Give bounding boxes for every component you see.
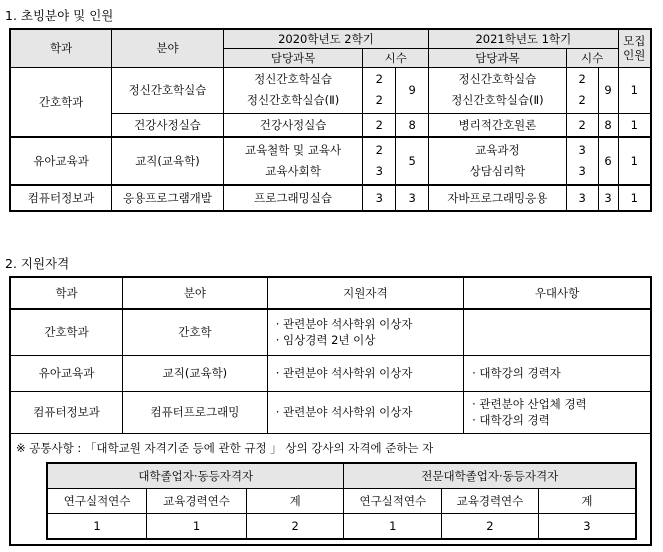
qual-dept: 유아교육과 — [10, 355, 123, 391]
qual-list: · 관련분야 석사학위 이상자 — [267, 391, 463, 433]
row-courses-2020: 정신간호학실습 정신간호학실습(Ⅱ) — [223, 67, 363, 113]
row-hours-2020: 3 — [363, 185, 396, 211]
row-recruit: 1 — [618, 67, 651, 113]
row-total-2020: 5 — [396, 137, 429, 185]
pref-list — [464, 309, 651, 355]
row-courses-2020: 교육철학 및 교육사 교육사회학 — [223, 137, 363, 185]
row-hours-2021: 2 — [566, 113, 598, 137]
row-total-2020: 9 — [396, 67, 429, 113]
common-note: ※ 공통사항 : 「대학교원 자격기준 등에 관한 규정 」 상의 강사의 자격에 준하는 자 — [16, 441, 434, 455]
pref-list: · 대학강의 경력자 — [464, 355, 651, 391]
header-dept: 학과 — [10, 29, 112, 67]
header-course-2021: 담당과목 — [429, 48, 567, 67]
row-recruit: 1 — [618, 185, 651, 211]
header-recruit: 모집 인원 — [618, 29, 651, 67]
row-dept: 유아교육과 — [10, 137, 112, 185]
row-total-2020: 3 — [396, 185, 429, 211]
header-sem2021: 2021학년도 1학기 — [429, 29, 618, 48]
row-hours-2021: 3 — [566, 185, 598, 211]
col-research-1: 연구실적연수 — [47, 489, 147, 514]
section1-title: 1. 초빙분야 및 인원 — [5, 8, 114, 23]
row-total-2021: 8 — [598, 113, 618, 137]
header-qual: 지원자격 — [267, 277, 463, 309]
val-research-1: 1 — [47, 514, 147, 540]
row-recruit: 1 — [618, 137, 651, 185]
row-courses-2021: 병리적간호원론 — [429, 113, 567, 137]
pref-list: · 관련분야 산업체 경력 · 대학강의 경력 — [464, 391, 651, 433]
row-hours-2020: 2 — [363, 113, 396, 137]
row-courses-2020: 프로그래밍실습 — [223, 185, 363, 211]
row-total-2021: 9 — [598, 67, 618, 113]
col-total-2: 계 — [538, 489, 636, 514]
qual-list: · 관련분야 석사학위 이상자 — [267, 355, 463, 391]
recruit-table — [9, 28, 652, 212]
row-hours-2020: 2 2 — [363, 67, 396, 113]
header-dept: 학과 — [10, 277, 123, 309]
row-hours-2021: 2 2 — [566, 67, 598, 113]
qual-dept: 간호학과 — [10, 309, 123, 355]
header-field: 분야 — [123, 277, 268, 309]
experience-table — [46, 462, 637, 540]
val-teaching-2: 2 — [442, 514, 539, 540]
group-univ: 대학졸업자·동등자격자 — [47, 463, 344, 489]
header-hours-2021: 시수 — [566, 48, 618, 67]
qual-list: · 관련분야 석사학위 이상자 · 임상경력 2년 이상 — [267, 309, 463, 355]
val-research-2: 1 — [344, 514, 442, 540]
header-pref: 우대사항 — [464, 277, 651, 309]
qual-field: 교직(교육학) — [123, 355, 268, 391]
header-course-2020: 담당과목 — [223, 48, 363, 67]
row-field: 건강사정실습 — [112, 113, 224, 137]
row-hours-2021: 3 3 — [566, 137, 598, 185]
col-teaching-2: 교육경력연수 — [442, 489, 539, 514]
row-dept: 간호학과 — [10, 67, 112, 137]
val-total-1: 2 — [246, 514, 344, 540]
header-sem2020: 2020학년도 2학기 — [223, 29, 428, 48]
row-field: 교직(교육학) — [112, 137, 224, 185]
row-courses-2020: 건강사정실습 — [223, 113, 363, 137]
row-total-2020: 8 — [396, 113, 429, 137]
val-total-2: 3 — [538, 514, 636, 540]
row-courses-2021: 교육과정 상담심리학 — [429, 137, 567, 185]
group-college: 전문대학졸업자·동등자격자 — [344, 463, 636, 489]
row-total-2021: 3 — [598, 185, 618, 211]
row-courses-2021: 정신간호학실습 정신간호학실습(Ⅱ) — [429, 67, 567, 113]
row-dept: 컴퓨터정보과 — [10, 185, 112, 211]
row-field: 응용프로그램개발 — [112, 185, 224, 211]
col-research-2: 연구실적연수 — [344, 489, 442, 514]
col-total-1: 계 — [246, 489, 344, 514]
header-hours-2020: 시수 — [363, 48, 429, 67]
col-teaching-1: 교육경력연수 — [147, 489, 247, 514]
qual-field: 간호학 — [123, 309, 268, 355]
header-field: 분야 — [112, 29, 224, 67]
row-field: 정신간호학실습 — [112, 67, 224, 113]
row-courses-2021: 자바프로그래밍응용 — [429, 185, 567, 211]
qual-field: 컴퓨터프로그래밍 — [123, 391, 268, 433]
qual-dept: 컴퓨터정보과 — [10, 391, 123, 433]
section2-title: 2. 지원자격 — [5, 256, 70, 271]
row-hours-2020: 2 3 — [363, 137, 396, 185]
val-teaching-1: 1 — [147, 514, 247, 540]
row-recruit: 1 — [618, 113, 651, 137]
row-total-2021: 6 — [598, 137, 618, 185]
